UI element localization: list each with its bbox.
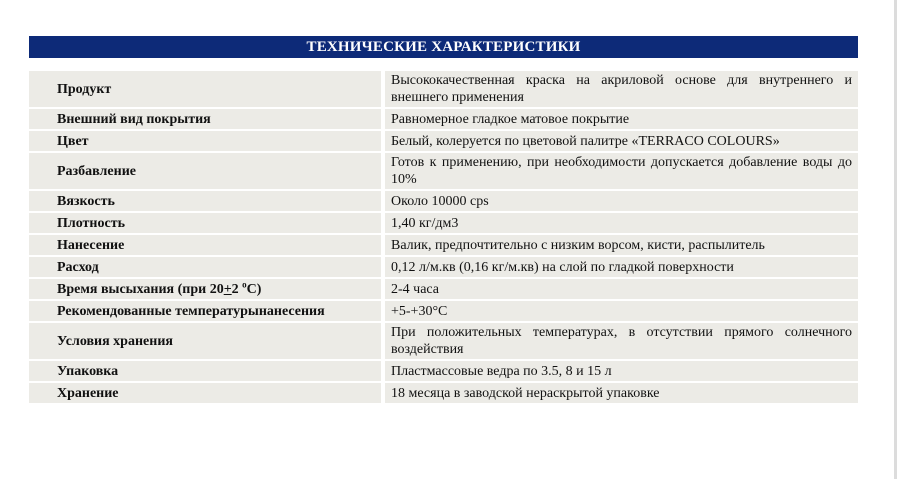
table-row [29, 300, 858, 322]
row-value: 2-4 часа [383, 278, 858, 300]
row-value: При положительных температурах, в отсутствии прямого солнечного воздействия [383, 322, 858, 360]
row-label: Хранение [29, 382, 383, 404]
row-label: Разбавление [29, 152, 383, 190]
table-row [29, 322, 858, 360]
row-value: Около 10000 cps [383, 190, 858, 212]
table-row [29, 190, 858, 212]
row-label: Расход [29, 256, 383, 278]
row-label: Упаковка [29, 360, 383, 382]
row-label: Внешний вид покрытия [29, 108, 383, 130]
drying-label-text: Время высыхания (при 20 [57, 281, 224, 297]
plus-minus-sign: + [223, 281, 232, 297]
row-value: 1,40 кг/дм3 [383, 212, 858, 234]
row-value: +5-+30°С [383, 300, 858, 322]
table-row [29, 212, 858, 234]
drying-unit: С) [246, 281, 262, 297]
section-title: ТЕХНИЧЕСКИЕ ХАРАКТЕРИСТИКИ [29, 36, 858, 58]
row-value: 0,12 л/м.кв (0,16 кг/м.кв) на слой по гладкой поверхности [383, 256, 858, 278]
row-label: Цвет [29, 130, 383, 152]
table-row [29, 382, 858, 404]
row-value: Равномерное гладкое матовое покрытие [383, 108, 858, 130]
table-row [29, 108, 858, 130]
row-value: Белый, колеруется по цветовой палитре «TERRACO COLOURS» [383, 130, 858, 152]
row-label: Рекомендованные температурынанесения [29, 300, 383, 322]
row-value: 18 месяца в заводской нераскрытой упаковке [383, 382, 858, 404]
row-value: Пластмассовые ведра по 3.5, 8 и 15 л [383, 360, 858, 382]
row-label: Нанесение [29, 234, 383, 256]
table-row [29, 70, 858, 108]
table-row [29, 130, 858, 152]
row-value: Готов к применению, при необходимости допускается добавление воды до 10% [383, 152, 858, 190]
row-label: Плотность [29, 212, 383, 234]
row-label [29, 278, 383, 300]
table-row [29, 278, 858, 300]
drying-tolerance: 2 [231, 281, 243, 297]
degree-sign: o [242, 278, 247, 289]
specifications-table [29, 69, 858, 405]
row-label: Продукт [29, 70, 383, 108]
row-label: Условия хранения [29, 322, 383, 360]
row-value: Высококачественная краска на акриловой основе для внутреннего и внешнего применения [383, 70, 858, 108]
table-row [29, 234, 858, 256]
table-row [29, 360, 858, 382]
table-row [29, 152, 858, 190]
row-value: Валик, предпочтительно с низким ворсом, кисти, распылитель [383, 234, 858, 256]
row-label: Вязкость [29, 190, 383, 212]
table-row [29, 256, 858, 278]
